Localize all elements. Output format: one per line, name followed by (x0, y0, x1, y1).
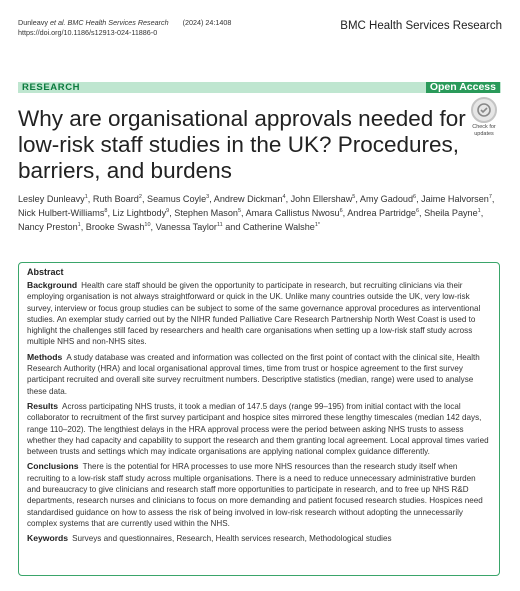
abstract-keywords (27, 533, 491, 544)
abstract-methods (27, 352, 491, 397)
author-name-text: Stephen Mason (174, 208, 238, 218)
author-name-text: Vanessa Taylor (155, 222, 217, 232)
author-affiliation: 6 (415, 207, 420, 214)
author-affiliation: 1 (84, 193, 88, 200)
author-affiliation: 2 (138, 193, 142, 200)
author-name[interactable] (347, 208, 419, 218)
author-name-text: Sheila Payne (424, 208, 478, 218)
citation-volume: (2024) 24:1408 (182, 18, 232, 27)
check-for-updates-button[interactable] (468, 97, 500, 137)
section-text: There is the potential for HRA processes to use more NHS resources than the research study itself when recruiting to a low-risk staff study across multiple organisations. There is a need to reduce unnecessary administrative burden and bureaucracy to give clinicians and research staff more opportunities to participate in research, and to free up NHS R&D departments, research nurses and clinicians to focus on more demanding and patient focused research studies. Hospices need standardised guidance on how to assess the risk of being involved in low-risk research without adopting the unnecessarily complex systems that are currently used within the NHS. (27, 462, 483, 528)
citation-header (18, 18, 231, 38)
author-name[interactable] (214, 194, 286, 204)
author-name[interactable] (360, 194, 416, 204)
section-text: A study database was created and information was collected on the first point of contact with the clinical site, Health Research Authority (HRA) and local organisational approval times, time from trust or hospice agreement to the first survey participant recruited and overall site survey recruitment numbers. Descriptive statistics (median, range) were used to analyse these data. (27, 352, 480, 396)
section-heading: Keywords (27, 533, 69, 544)
author-affiliation: 5 (352, 193, 356, 200)
author-name-text: Brooke Swash (85, 222, 145, 232)
citation-line (18, 18, 231, 28)
abstract-box (18, 262, 500, 576)
badge-label-2: updates (474, 131, 494, 137)
author-name-text: Andrea Partridge (347, 208, 416, 218)
section-heading: Background (27, 280, 78, 290)
author-name[interactable] (421, 194, 492, 204)
article-type-label: RESEARCH (22, 82, 81, 93)
author-name[interactable] (18, 222, 81, 232)
author-name-text: Nancy Preston (18, 222, 78, 232)
section-heading: Conclusions (27, 461, 79, 472)
author-affiliation: 4 (282, 193, 286, 200)
author-name[interactable] (291, 194, 356, 204)
author-list: Lesley Dunleavy$^1$, Ruth Board$^2$, Seamus Coyle$^3$, Andrew Dickman$^4$, John Ellershaw$^5$, Amy Gadoud$^6$, Jaime Halvorsen$^7$, Nick Hulbert-Williams$^8$, Liz Lightbody$^9$, Stephen Mason$^5$, Amara Callistus Nwosu$^6$, Andrea Partridge$^6$, Sheila Payne$^1$, Nancy Preston$^1$, Brooke Swash$^{10}$, Vanessa Taylor$^{11}$ and Catherine Walshe$^{1*}$ (18, 193, 495, 232)
author-affiliation: 5 (237, 207, 242, 214)
section-heading: Methods (27, 351, 63, 362)
abstract-conclusions (27, 461, 491, 529)
doi-link[interactable]: https://doi.org/10.1186/s12913-024-11886-0 (18, 28, 158, 37)
author-name[interactable] (243, 222, 320, 232)
section-heading: Results (27, 400, 59, 411)
author-name[interactable] (18, 194, 88, 204)
author-name[interactable] (147, 194, 209, 204)
author-name[interactable] (424, 208, 481, 218)
author-name-text: Amy Gadoud (359, 194, 413, 204)
badge-label-1: Check for (472, 124, 496, 130)
citation-authors: Dunleavy (18, 18, 50, 27)
author-name[interactable] (156, 222, 223, 232)
article-title: Why are organisational approvals needed for low-risk staff studies in the UK? Procedures, barriers, and burdens (18, 106, 466, 183)
author-name-text: Liz Lightbody (112, 208, 167, 218)
section-text: Surveys and questionnaires, Research, Health services research, Methodological studies (72, 534, 392, 544)
citation-journal: et al. BMC Health Services Research (49, 18, 169, 27)
author-name-text: Ruth Board (92, 194, 139, 204)
author-name[interactable] (93, 194, 142, 204)
author-affiliation: 1 (77, 221, 81, 228)
author-affiliation: 1 (477, 207, 481, 214)
journal-name: BMC Health Services Research (340, 20, 502, 32)
abstract-results (27, 401, 491, 457)
author-name-text: Jaime Halvorsen (421, 194, 489, 204)
author-affiliation: 7 (488, 193, 492, 200)
author-affiliation: 6 (339, 207, 343, 214)
author-name-text: Nick Hulbert-Williams (18, 208, 105, 218)
author-name-text: Catherine Walshe (242, 222, 315, 232)
author-name-text: John Ellershaw (290, 194, 353, 204)
section-text: Across participating NHS trusts, it took a median of 147.5 days (range 99–195) from initial contact with the local collaborator to recruitment of the first survey participant and hospice sites mirrored these lengthy timescales (median 142 days, range 110–202). The lengthiest delays in the HRA approval process were the period between asking NHS trusts to assess whether they had capacity and capability to support the research and them granting local agreement. Local approval times varied between trusts and settings which may indicate organisations are applying national complex guidance differently. (27, 401, 489, 457)
section-text: Health care staff should be given the opportunity to participate in research, but recruiting clinicians via their employing organisation is not always straightforward or quick in the UK. Unlike many countries outside the UK, very low-risk survey, interview or focus group studies can be subject to some of the same governance approval procedures as interventional studies. An exemplar study carried out by the NIHR funded Palliative Care Research Partnership North West Coast is used to highlight the challenges still faced by researchers and health care organisations when setting up a low-risk staff study across multiple NHS and non-NHS sites. (27, 281, 481, 347)
author-affiliation: 6 (413, 193, 417, 200)
author-name-text: Seamus Coyle (147, 194, 207, 204)
author-name[interactable] (174, 208, 241, 218)
author-affiliation: 3 (206, 193, 210, 200)
author-name[interactable] (18, 208, 107, 218)
author-affiliation: 11 (216, 221, 223, 228)
check-updates-icon (471, 97, 497, 123)
author-name-text: Lesley Dunleavy (18, 194, 85, 204)
abstract-background (27, 280, 491, 348)
author-name[interactable] (113, 208, 170, 218)
author-name-text: Andrew Dickman (213, 194, 283, 204)
author-name[interactable] (86, 222, 151, 232)
author-affiliation: 1* (314, 221, 321, 228)
author-affiliation: 9 (166, 207, 170, 214)
author-name-text: Amara Callistus Nwosu (245, 208, 340, 218)
open-access-badge: Open Access (426, 82, 500, 93)
author-affiliation: 10 (144, 221, 151, 228)
author-name[interactable] (246, 208, 343, 218)
abstract-heading: Abstract (27, 267, 64, 277)
author-affiliation: 8 (104, 207, 108, 214)
